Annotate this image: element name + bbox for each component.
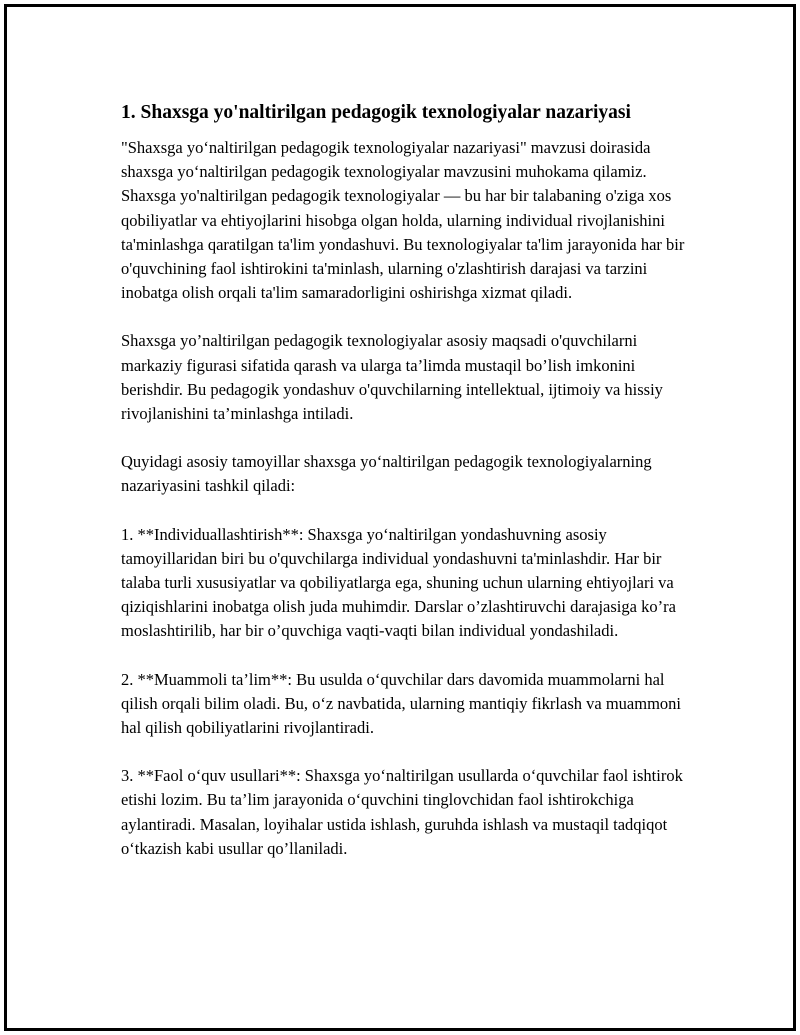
page-frame [4, 4, 796, 1031]
principle-active-methods: 3. **Faol o‘quv usullari**: Shaxsga yo‘naltirilgan usullarda o‘quvchilar faol ishtirok etishi lozim. Bu ta’lim jarayonida o‘quvchini tinglovchidan faol ishtirokchiga aylantiradi. Masalan, loyihalar ustida ishlash, guruhda ishlash va mustaqil tadqiqot o‘tkazish kabi usullar qo’llaniladi. [121, 766, 683, 858]
document-body [121, 99, 701, 885]
principle-individualization: 1. **Individuallashtirish**: Shaxsga yo‘naltirilgan yondashuvning asosiy tamoyillaridan biri bu o'quvchilarga individual yondashuvni ta'minlashdir. Har bir talaba turli xususiyatlar va qobiliyatlarga ega, shuning uchun ularning ehtiyojlari va qiziqishlarini inobatga olish juda muhimdir. Darslar o’zlashtiruvchi darajasiga ko’ra moslashtirilib, har bir o’quvchiga vaqti-vaqti bilan individual yondashiladi. [121, 524, 676, 641]
document-title: 1. Shaxsga yo'naltirilgan pedagogik texnologiyalar nazariyasi [121, 102, 631, 123]
principle-problem-learning: 2. **Muammoli ta’lim**: Bu usulda o‘quvchilar dars davomida muammolarni hal qilish orqali bilim oladi. Bu, o‘z navbatida, ularning mantiqiy fikrlash va muammoni hal qilish qobiliyatlarini rivojlantiradi. [121, 669, 681, 738]
paragraph-principles-intro: Quyidagi asosiy tamoyillar shaxsga yo‘naltirilgan pedagogik texnologiyalarning nazariyasini tashkil qiladi: [121, 452, 652, 496]
paragraph-intro: "Shaxsga yo‘naltirilgan pedagogik texnologiyalar nazariyasi" mavzusi doirasida shaxsga yo‘naltirilgan pedagogik texnologiyalar mavzusini muhokama qilamiz. Shaxsga yo'naltirilgan pedagogik texnologiyalar — bu har bir talabaning o'ziga xos qobiliyatlar va ehtiyojlarini hisobga olgan holda, ularning individual rivojlanishini ta'minlashga qaratilgan ta'lim yondashuvi. Bu texnologiyalar ta'lim jarayonida har bir o'quvchining faol ishtirokini ta'minlash, ularning o'zlashtirish darajasi va tarzini inobatga olish orqali ta'lim samaradorligini oshirishga xizmat qiladi. [121, 138, 685, 303]
paragraph-goal: Shaxsga yo’naltirilgan pedagogik texnologiyalar asosiy maqsadi o'quvchilarni markaziy figurasi sifatida qarash va ularga ta’limda mustaqil bo’lish imkonini berishdir. Bu pedagogik yondashuv o'quvchilarning intellektual, ijtimoiy va hissiy rivojlanishini ta’minlashga intiladi. [121, 331, 663, 424]
